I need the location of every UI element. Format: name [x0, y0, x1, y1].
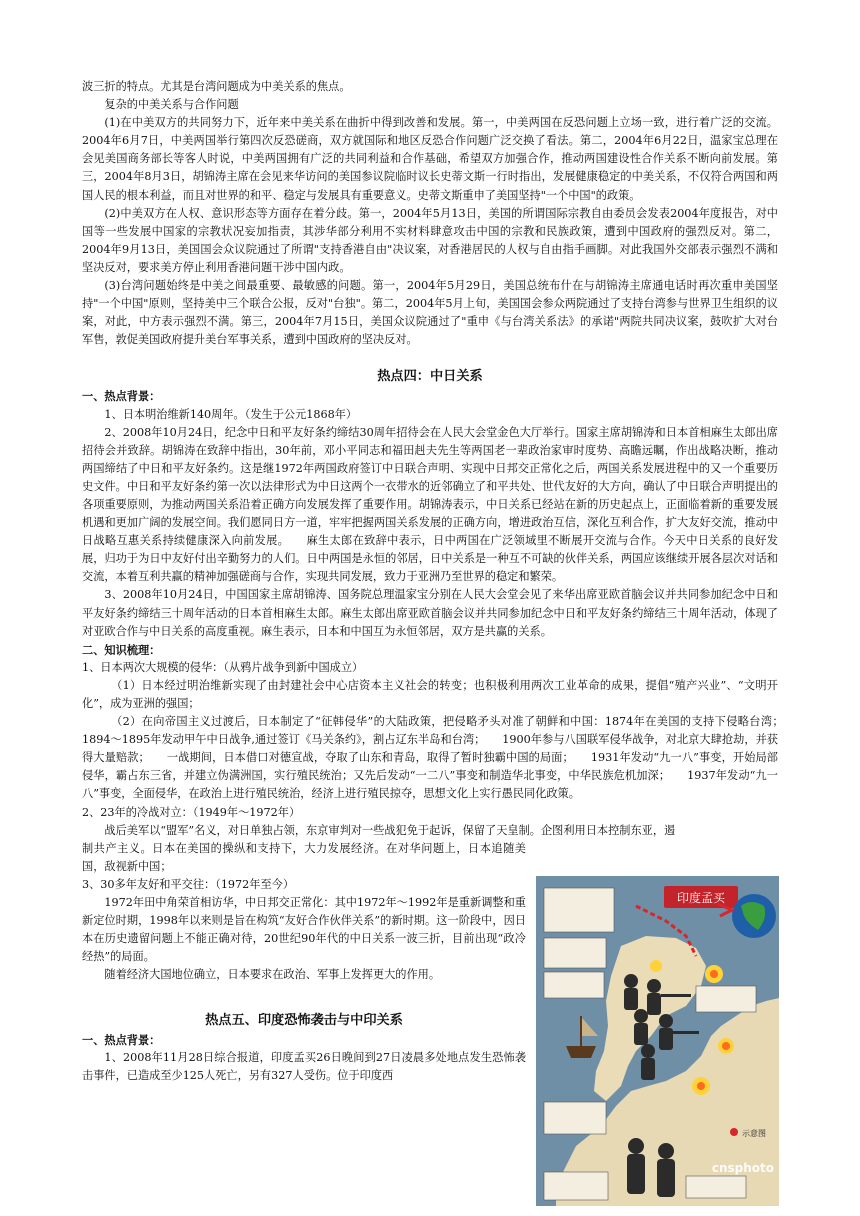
paragraph: 2、2008年10月24日，纪念中日和平友好条约缔结30周年招待会在人民大会堂金色大厅举行。国家主席胡锦涛和日本首相麻生太郎出席招待会并致辞。胡锦涛在致辞中指出，30年前，邓小平同志和福田赳夫先生等两国老一辈政治家审时度势、高瞻远瞩，作出战略决断，推动两国缔结了中日和平友好条约。这是继1972年两国政府签订中日联合声明、实现中日邦交正常化之后，两国关系发展进程中的又一个重要历史文件。中日和平友好条约第一次以法律形式为中日这两个一衣带水的近邻确立了和平共处、世代友好的大方向，确认了中日联合声明提出的各项重要原则，为推动两国关系沿着正确方向发展发挥了重要作用。胡锦涛表示，中日关系已经站在新的历史起点上，正面临着新的重要发展机遇和更加广阔的发展空间。我们愿同日方一道，牢牢把握两国关系发展的正确方向，增进政治互信，深化互利合作，扩大友好交流，推动中日战略互惠关系持续健康深入向前发展。 麻生太郎在致辞中表示，日中两国在广泛领域里不断展开交流与合作。今天中日关系的良好发展，归功于为日中友好付出辛勤努力的人们。日中两国是永恒的邻居，日中关系是一种互不可缺的伙伴关系，两国应该继续开展各层次对话和交流，本着互利共赢的精神加强磋商与合作，实现共同发展，致力于亚洲乃至世界的稳定和繁荣。 [82, 425, 778, 584]
paragraph: 1、日本两次大规模的侵华：（从鸦片战争到新中国成立） [82, 660, 364, 674]
section-heading: 热点五、印度恐怖袭击与中印关系 [205, 1012, 403, 1028]
paragraph: (1)在中美双方的共同努力下，近年来中美关系在曲折中得到改善和发展。第一，中美两国在反恐问题上立场一致，进行着广泛的交流。2004年6月7日，中美两国举行第四次反恐磋商，双方就国际和地区反恐合作问题广泛交换了看法。第二，2004年6月22日，温家宝总理在会见美国商务部长等客人时说，中美两国拥有广泛的共同利益和合作基础，希望双方加强合作，推动两国建设性合作关系不断向前发展。第三，2004年8月3日，胡锦涛主席在会见来华访问的美国参议院临时议长史蒂文斯一行时指出，发展健康稳定的中美关系，不仅符合两国和两国人民的根本利益，而且对世界的和平、稳定与发展具有重要意义。史蒂文斯重申了美国坚持"一个中国"的政策。 [82, 116, 778, 202]
paragraph: （2）在向帝国主义过渡后，日本制定了“征韩侵华”的大陆政策，把侵略矛头对准了朝鲜和中国：1874年在美国的支持下侵略台湾； 1894～1895年发动甲午中日战争,通过签订《马关条约》，割占辽东半岛和台湾； 1900年参与八国联军侵华战争，对北京大肆抢劫，并获得大量赔款； 一战期间，日本借口对德宣战，夺取了山东和青岛，取得了暂时独霸中国的局面； 1931年发动“九一八”事变，开始局部侵华，霸占东三省，并建立伪满洲国，实行殖民统治；又先后发动“一二八”事变和制造华北事变，中华民族危机加深； 1937年发动“九一八”事变，全面侵华，在政治上进行殖民统治，经济上进行殖民掠夺，思想文化上实行愚民同化政策。 [82, 715, 801, 801]
watermark: cnsphoto [711, 1161, 774, 1175]
paragraph: 制共产主义。日本在美国的操纵和支持下，大力发展经济。在对华问题上，日本追随美国，敌视新中国； [82, 841, 526, 873]
paragraph: 3、30多年友好和平交往：（1972年至今） [82, 877, 295, 891]
subsection-heading: 二、知识梳理： [82, 642, 161, 657]
info-box [544, 972, 604, 998]
paragraph: 1972年田中角荣首相访华，中日邦交正常化：其中1972年～1992年是重新调整和重新定位时期，1998年以来则是旨在构筑“友好合作伙伴关系”的新时期。这一阶段中，因日本在历史遗留问题上不能正确对待，20世纪90年代的中日关系一波三折，目前出现“政冷经热”的局面。 [82, 896, 526, 964]
info-box [544, 1172, 608, 1200]
info-box [544, 888, 614, 932]
paragraph: 随着经济大国地位确立，日本要求在政治、军事上发挥更大的作用。 [104, 968, 441, 982]
paragraph: (2)中美双方在人权、意识形态等方面存在着分歧。第一，2004年5月13日，美国的所谓国际宗教自由委员会发表2004年度报告，对中国等一些发展中国家的宗教状况妄加指责，其涉华部分利用不实材料肆意攻击中国的宗教和民族政策，遭到中国政府的强烈反对。第二，2004年9月13日，美国国会众议院通过了所谓"支持香港自由"决议案，对香港居民的人权与自由指手画脚。对此我国外交部表示强烈不满和坚决反对，要求美方停止利用香港问题干涉中国内政。 [82, 206, 778, 274]
ship-icon [566, 1046, 596, 1058]
paragraph: 3、2008年10月24日，中国国家主席胡锦涛、国务院总理温家宝分别在人民大会堂会见了来华出席亚欧首脑会议并共同参加纪念中日和平友好条约缔结三十周年活动的日本首相麻生太郎。麻生太郎出席亚欧首脑会议并共同参加纪念中日和平友好条约缔结三十周年活动，体现了对亚欧合作与中日关系的高度重视。麻生表示，日本和中国互为永恒邻居，双方是共赢的关系。 [82, 588, 778, 638]
paragraph: 战后美军以“盟军”名义，对日单独占领，东京审判对一些战犯免于起诉，保留了天皇制。企图利用日本控制东亚，遏 [104, 823, 676, 837]
map-title: 印度孟买 [676, 891, 726, 905]
paragraph: 1、2008年11月28日综合报道，印度孟买26日晚间到27日凌晨多处地点发生恐怖袭击事件，已造成至少125人死亡，另有327人受伤。位于印度西 [82, 1050, 526, 1082]
section-heading: 热点四：中日关系 [377, 369, 483, 385]
paragraph: 复杂的中美关系与合作问题 [104, 98, 239, 112]
subsection-heading: 一、热点背景： [82, 1032, 161, 1047]
paragraph: 波三折的特点。尤其是台湾问题成为中美关系的焦点。 [82, 80, 351, 93]
subsection-heading: 一、热点背景： [82, 389, 161, 404]
info-box [686, 1176, 746, 1198]
paragraph: (3)台湾问题始终是中美之间最重要、最敏感的问题。第一，2004年5月29日，美国总统布什在与胡锦涛主席通电话时再次重申美国坚持"一个中国"原则，坚持美中三个联合公报，反对"台独"。第二，2004年5月上旬，美国国会参众两院通过了支持台湾参与世界卫生组织的议案，对此，中方表示强烈不满。第三，2004年7月15日，美国众议院通过了"重申《与台湾关系法》的承诺"两院共同决议案，鼓吹扩大对台军售，敦促美国政府提升美台军事关系，遭到中国政府的坚决反对。 [82, 279, 778, 347]
paragraph: 1、日本明治维新140周年。（发生于公元1868年） [104, 407, 358, 421]
mumbai-attack-map-image [536, 876, 779, 1206]
info-box [544, 938, 606, 968]
paragraph: （1）日本经过明治维新实现了由封建社会中心店资本主义社会的转变；也积极利用两次工业革命的成果，提倡“殖产兴业”、“文明开化”，成为亚洲的强国； [82, 678, 778, 710]
info-box [696, 986, 756, 1012]
legend-marker [730, 1128, 738, 1136]
info-box [544, 1102, 606, 1134]
map-illustration [536, 876, 779, 1206]
legend-label: 示意图 [742, 1129, 766, 1138]
paragraph: 2、23年的冷战对立：（1949年～1972年） [82, 805, 301, 819]
